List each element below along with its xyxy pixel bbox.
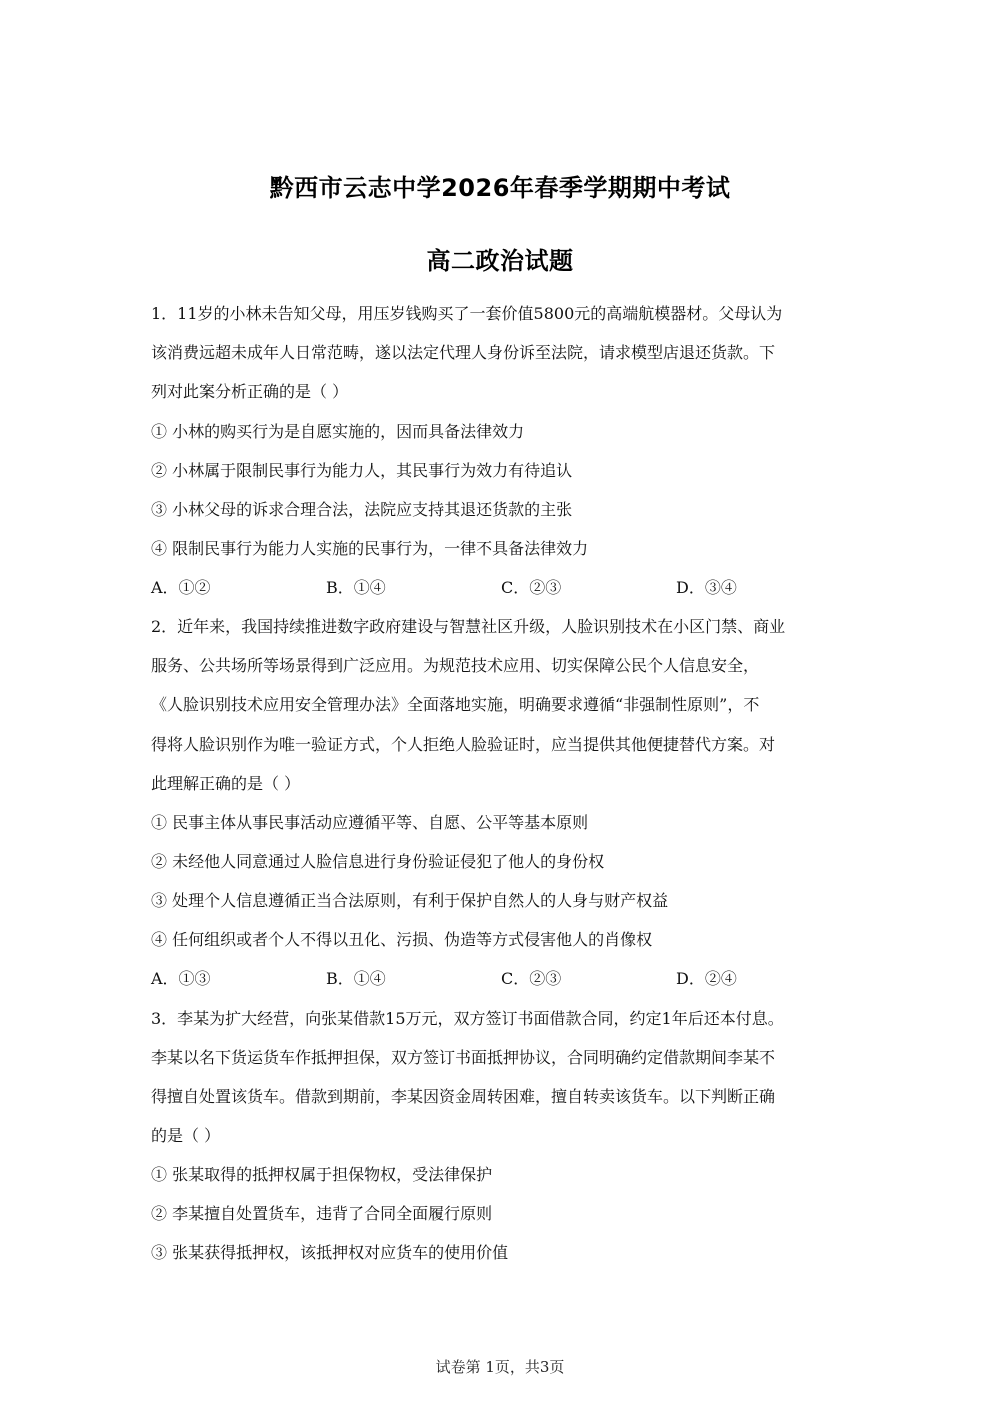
- q1-statement: ③ 小林父母的诉求合理合法，法院应支持其退还货款的主张: [151, 500, 573, 519]
- q1-stem-line: 1．11岁的小林未告知父母，用压岁钱购买了一套价值5800元的高端航模器材。父母认为: [151, 304, 783, 323]
- q1-statement: ④ 限制民事行为能力人实施的民事行为，一律不具备法律效力: [151, 539, 589, 558]
- q2-option-a: A．①③: [151, 969, 211, 988]
- q2-stem-line: 此理解正确的是（ ）: [151, 774, 301, 793]
- q3-statement: ① 张某取得的抵押权属于担保物权，受法律保护: [151, 1165, 493, 1184]
- q1-statement: ① 小林的购买行为是自愿实施的，因而具备法律效力: [151, 422, 525, 441]
- q2-statement: ① 民事主体从事民事活动应遵循平等、自愿、公平等基本原则: [151, 813, 589, 832]
- q2-stem-line: 服务、公共场所等场景得到广泛应用。为规范技术应用、切实保障公民个人信息安全，: [151, 656, 760, 675]
- q2-option-b: B．①④: [326, 969, 386, 988]
- q1-stem-line: 该消费远超未成年人日常范畴，遂以法定代理人身份诉至法院，请求模型店退还货款。下: [151, 343, 776, 362]
- q2-statement: ③ 处理个人信息遵循正当合法原则，有利于保护自然人的人身与财产权益: [151, 891, 669, 910]
- exam-subtitle: 高二政治试题: [426, 247, 574, 275]
- q3-statement: ② 李某擅自处置货车，违背了合同全面履行原则: [151, 1204, 493, 1223]
- q2-stem-line: 《人脸识别技术应用安全管理办法》全面落地实施，明确要求遵循“非强制性原则”，不: [151, 695, 760, 714]
- q3-stem-line: 的是（ ）: [151, 1126, 221, 1145]
- page-footer: 试卷第 1页，共3页: [435, 1358, 565, 1376]
- q2-stem-line: 2．近年来，我国持续推进数字政府建设与智慧社区升级，人脸识别技术在小区门禁、商业: [151, 617, 786, 636]
- q1-stem-line: 列对此案分析正确的是（ ）: [151, 382, 349, 401]
- q1-statement: ② 小林属于限制民事行为能力人，其民事行为效力有待追认: [151, 461, 573, 480]
- q2-option-c: C．②③: [501, 969, 562, 988]
- exam-title: 黔西市云志中学2026年春季学期期中考试: [269, 174, 731, 202]
- q2-statement: ② 未经他人同意通过人脸信息进行身份验证侵犯了他人的身份权: [151, 852, 605, 871]
- q3-stem-line: 得擅自处置该货车。借款到期前，李某因资金周转困难，擅自转卖该货车。以下判断正确: [151, 1087, 776, 1106]
- q2-stem-line: 得将人脸识别作为唯一验证方式，个人拒绝人脸验证时，应当提供其他便捷替代方案。对: [151, 735, 776, 754]
- q3-statement: ③ 张某获得抵押权，该抵押权对应货车的使用价值: [151, 1243, 509, 1262]
- q1-option-b: B．①④: [326, 578, 386, 597]
- q1-option-c: C．②③: [501, 578, 562, 597]
- q1-option-d: D．③④: [676, 578, 737, 597]
- q2-statement: ④ 任何组织或者个人不得以丑化、污损、伪造等方式侵害他人的肖像权: [151, 930, 653, 949]
- q2-option-d: D．②④: [676, 969, 737, 988]
- q3-stem-line: 3．李某为扩大经营，向张某借款15万元，双方签订书面借款合同，约定1年后还本付息。: [151, 1009, 784, 1028]
- q1-option-a: A．①②: [151, 578, 211, 597]
- q3-stem-line: 李某以名下货运货车作抵押担保，双方签订书面抵押协议，合同明确约定借款期间李某不: [151, 1048, 776, 1067]
